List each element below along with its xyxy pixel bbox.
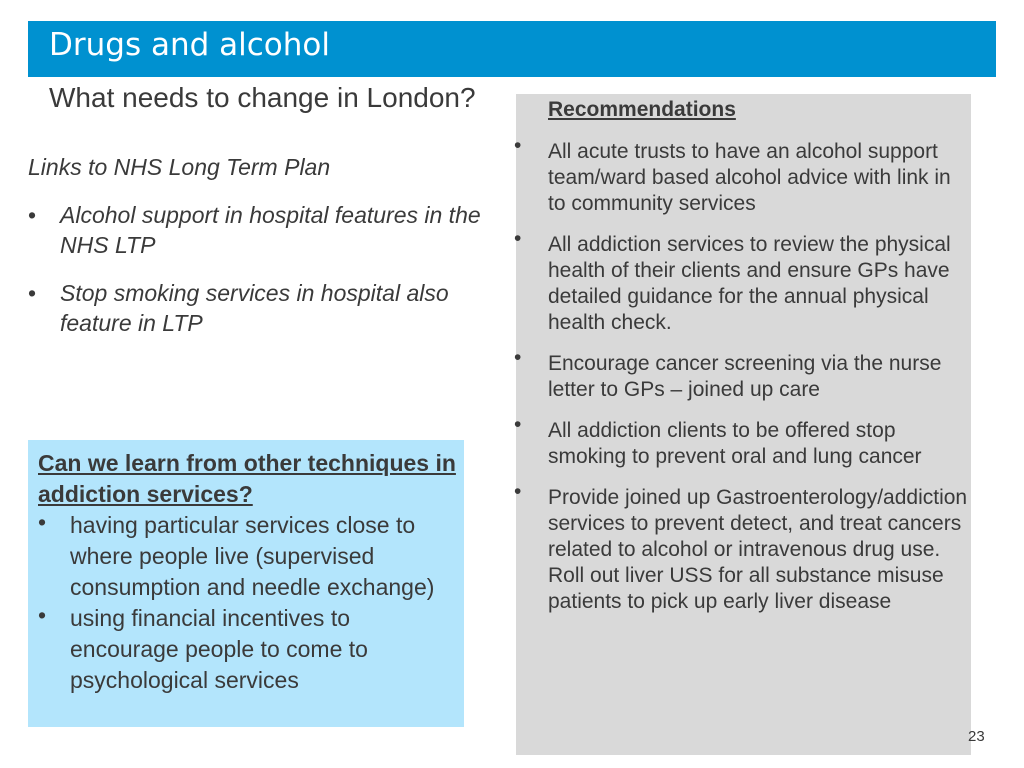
recommendation-item: • Encourage cancer screening via the nurse letter to GPs – joined up care xyxy=(514,351,974,403)
ltp-link-item: • Alcohol support in hospital features in the NHS LTP xyxy=(28,200,508,260)
slide-title: Drugs and alcohol xyxy=(49,27,330,63)
page-number: 23 xyxy=(968,728,985,745)
recommendation-item: • All addiction services to review the physical health of their clients and ensure GPs have detailed guidance for the annual physical health check. xyxy=(514,232,974,336)
learn-heading: Can we learn from other techniques in addiction services? xyxy=(38,450,456,507)
ltp-links-section xyxy=(28,152,508,356)
recommendation-item: • All acute trusts to have an alcohol support team/ward based alcohol advice with link in to community services xyxy=(514,139,974,217)
ltp-links-list xyxy=(28,200,508,338)
recommendations-heading: Recommendations xyxy=(548,98,736,121)
ltp-links-heading: Links to NHS Long Term Plan xyxy=(28,154,331,180)
recommendations-content xyxy=(514,94,974,630)
slide-subtitle: What needs to change in London? xyxy=(49,82,476,113)
recommendation-item: • All addiction clients to be offered stop smoking to prevent oral and lung cancer xyxy=(514,418,974,470)
ltp-link-item: • Stop smoking services in hospital also feature in LTP xyxy=(28,278,508,338)
recommendations-list xyxy=(514,139,974,615)
recommendation-item: • Provide joined up Gastroenterology/addiction services to prevent detect, and treat cancers related to alcohol or intravenous drug use. Roll out liver USS for all substance misuse patients to pick up early liver disease xyxy=(514,485,974,615)
learn-content xyxy=(38,448,458,696)
learn-item: • using financial incentives to encourage people to come to psychological services xyxy=(38,603,458,696)
learn-list xyxy=(38,510,458,696)
learn-item: • having particular services close to where people live (supervised consumption and needle exchange) xyxy=(38,510,458,603)
